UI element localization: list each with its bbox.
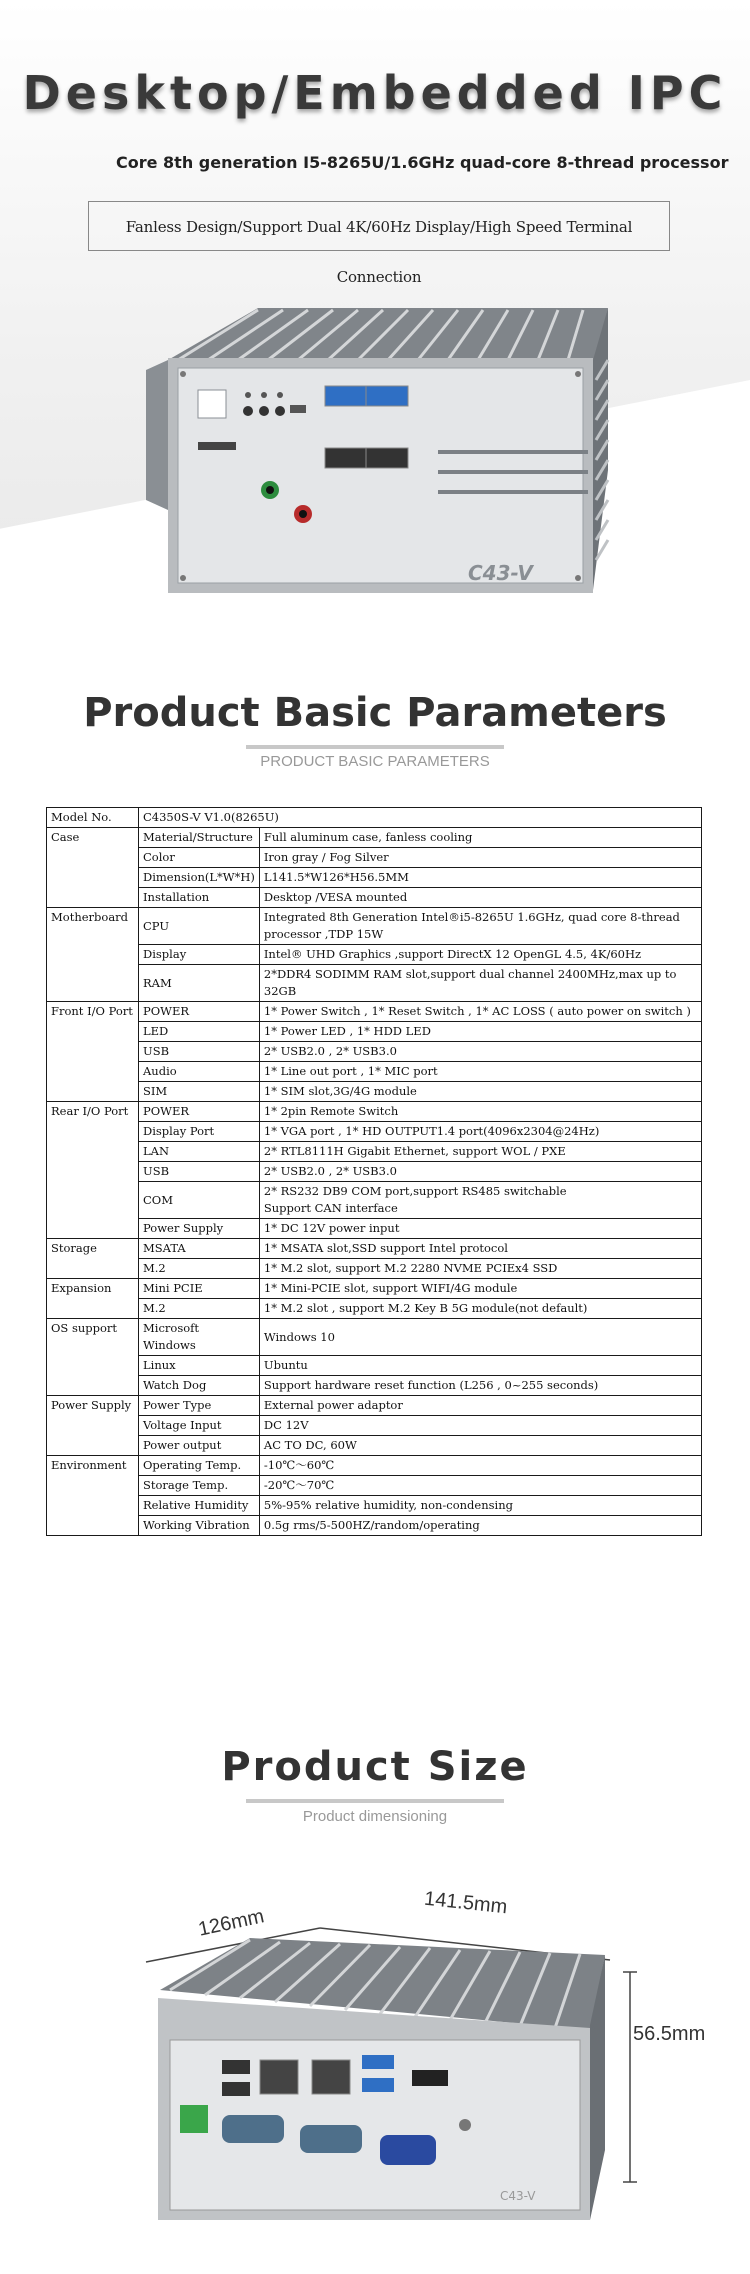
category-cell: Motherboard (47, 908, 139, 1002)
item-cell: M.2 (139, 1299, 260, 1319)
model-label-cell: Model No. (47, 808, 139, 828)
item-cell: Installation (139, 888, 260, 908)
parameters-table (46, 807, 702, 1536)
value-cell: Windows 10 (259, 1319, 701, 1356)
value-cell: 2* USB2.0 , 2* USB3.0 (259, 1042, 701, 1062)
table-row (47, 908, 702, 945)
item-cell: Linux (139, 1356, 260, 1376)
item-cell: RAM (139, 965, 260, 1002)
value-cell: 1* SIM slot,3G/4G module (259, 1082, 701, 1102)
table-row (47, 1042, 702, 1062)
ipc-front-image (138, 300, 616, 600)
value-cell: 1* VGA port , 1* HD OUTPUT1.4 port(4096x2304@24Hz) (259, 1122, 701, 1142)
table-row (47, 1239, 702, 1259)
table-row (47, 1356, 702, 1376)
item-cell: LED (139, 1022, 260, 1042)
table-row (47, 965, 702, 1002)
table-row (47, 1182, 702, 1219)
category-cell: Power Supply (47, 1396, 139, 1456)
hero-banner (0, 0, 750, 690)
item-cell: POWER (139, 1002, 260, 1022)
table-row (47, 1436, 702, 1456)
item-cell: Operating Temp. (139, 1456, 260, 1476)
table-row (47, 888, 702, 908)
value-cell: 5%-95% relative humidity, non-condensing (259, 1496, 701, 1516)
value-cell: 1* DC 12V power input (259, 1219, 701, 1239)
table-row (47, 828, 702, 848)
value-cell: 2* USB2.0 , 2* USB3.0 (259, 1162, 701, 1182)
table-row (47, 1122, 702, 1142)
table-row (47, 1002, 702, 1022)
table-row (47, 1416, 702, 1436)
category-cell: Environment (47, 1456, 139, 1536)
table-row (47, 1259, 702, 1279)
item-cell: POWER (139, 1102, 260, 1122)
item-cell: Display (139, 945, 260, 965)
value-cell: External power adaptor (259, 1396, 701, 1416)
table-row (47, 1299, 702, 1319)
item-cell: MSATA (139, 1239, 260, 1259)
table-row (47, 945, 702, 965)
value-cell: 2*DDR4 SODIMM RAM slot,support dual channel 2400MHz,max up to 32GB (259, 965, 701, 1002)
size-title: Product Size (221, 1744, 529, 1790)
value-cell: Intel® UHD Graphics ,support DirectX 12 OpenGL 4.5, 4K/60Hz (259, 945, 701, 965)
category-cell: Expansion (47, 1279, 139, 1319)
model-engraving: C43-V (468, 561, 533, 585)
table-row (47, 1279, 702, 1299)
value-cell: Support hardware reset function (L256 , 0~255 seconds) (259, 1376, 701, 1396)
item-cell: M.2 (139, 1259, 260, 1279)
table-row (47, 1022, 702, 1042)
item-cell: Relative Humidity (139, 1496, 260, 1516)
table-row (47, 1456, 702, 1476)
value-cell: 1* Line out port , 1* MIC port (259, 1062, 701, 1082)
table-row (47, 1496, 702, 1516)
value-cell: Desktop /VESA mounted (259, 888, 701, 908)
item-cell: Working Vibration (139, 1516, 260, 1536)
item-cell: USB (139, 1162, 260, 1182)
item-cell: Mini PCIE (139, 1279, 260, 1299)
hero-subtitle: Core 8th generation I5-8265U/1.6GHz quad-core 8-thread processor (116, 153, 729, 172)
value-cell: Integrated 8th Generation Intel®i5-8265U 1.6GHz, quad core 8-thread processor ,TDP 15W (259, 908, 701, 945)
value-cell: 2* RTL8111H Gigabit Ethernet, support WOL / PXE (259, 1142, 701, 1162)
table-row (47, 1516, 702, 1536)
table-row (47, 1396, 702, 1416)
category-cell: Case (47, 828, 139, 908)
hero-title: Desktop/Embedded IPC (22, 66, 728, 120)
item-cell: Power Supply (139, 1219, 260, 1239)
size-subtitle: Product dimensioning (302, 1808, 448, 1825)
item-cell: Storage Temp. (139, 1476, 260, 1496)
item-cell: CPU (139, 908, 260, 945)
item-cell: COM (139, 1182, 260, 1219)
table-row (47, 1162, 702, 1182)
dim-width-label: 126mm (196, 1905, 267, 1941)
value-cell: AC TO DC, 60W (259, 1436, 701, 1456)
value-cell: Full aluminum case, fanless cooling (259, 828, 701, 848)
value-cell: 1* Power LED , 1* HDD LED (259, 1022, 701, 1042)
table-row (47, 1219, 702, 1239)
ipc-rear-image (140, 1920, 640, 2250)
item-cell: Audio (139, 1062, 260, 1082)
item-cell: Display Port (139, 1122, 260, 1142)
params-title-underline (246, 745, 504, 749)
dim-length-label: 141.5mm (423, 1887, 509, 1919)
value-cell: -20℃～70℃ (259, 1476, 701, 1496)
table-row (47, 1082, 702, 1102)
value-cell: DC 12V (259, 1416, 701, 1436)
value-cell: -10℃～60℃ (259, 1456, 701, 1476)
model-value-cell: C4350S-V V1.0(8265U) (139, 808, 702, 828)
table-row (47, 848, 702, 868)
item-cell: Watch Dog (139, 1376, 260, 1396)
value-cell: 1* Power Switch , 1* Reset Switch , 1* AC LOSS ( auto power on switch ) (259, 1002, 701, 1022)
item-cell: LAN (139, 1142, 260, 1162)
table-row (47, 1062, 702, 1082)
item-cell: Power Type (139, 1396, 260, 1416)
item-cell: Power output (139, 1436, 260, 1456)
category-cell: Front I/O Port (47, 1002, 139, 1102)
item-cell: Voltage Input (139, 1416, 260, 1436)
item-cell: Microsoft Windows (139, 1319, 260, 1356)
category-cell: OS support (47, 1319, 139, 1396)
params-subtitle: PRODUCT BASIC PARAMETERS (260, 753, 490, 770)
item-cell: Color (139, 848, 260, 868)
item-cell: USB (139, 1042, 260, 1062)
table-row (47, 1319, 702, 1356)
value-cell: 1* 2pin Remote Switch (259, 1102, 701, 1122)
value-cell: Ubuntu (259, 1356, 701, 1376)
hero-feature-box: Fanless Design/Support Dual 4K/60Hz Display/High Speed Terminal Connection (88, 201, 670, 251)
dim-height-label: 56.5mm (633, 2023, 706, 2045)
table-row (47, 1376, 702, 1396)
value-cell: 1* Mini-PCIE slot, support WIFI/4G module (259, 1279, 701, 1299)
table-row (47, 1102, 702, 1122)
table-row (47, 868, 702, 888)
size-title-underline (246, 1799, 504, 1803)
table-row (47, 1142, 702, 1162)
value-cell: 1* MSATA slot,SSD support Intel protocol (259, 1239, 701, 1259)
item-cell: SIM (139, 1082, 260, 1102)
value-cell: Iron gray / Fog Silver (259, 848, 701, 868)
category-cell: Storage (47, 1239, 139, 1279)
value-cell: 0.5g rms/5-500HZ/random/operating (259, 1516, 701, 1536)
svg-text:C43-V: C43-V (500, 2189, 536, 2203)
item-cell: Material/Structure (139, 828, 260, 848)
category-cell: Rear I/O Port (47, 1102, 139, 1239)
table-row (47, 808, 702, 828)
value-cell: 1* M.2 slot, support M.2 2280 NVME PCIEx4 SSD (259, 1259, 701, 1279)
value-cell: 2* RS232 DB9 COM port,support RS485 switchable Support CAN interface (259, 1182, 701, 1219)
value-cell: 1* M.2 slot , support M.2 Key B 5G module(not default) (259, 1299, 701, 1319)
item-cell: Dimension(L*W*H) (139, 868, 260, 888)
params-title: Product Basic Parameters (83, 690, 667, 736)
table-row (47, 1476, 702, 1496)
value-cell: L141.5*W126*H56.5MM (259, 868, 701, 888)
